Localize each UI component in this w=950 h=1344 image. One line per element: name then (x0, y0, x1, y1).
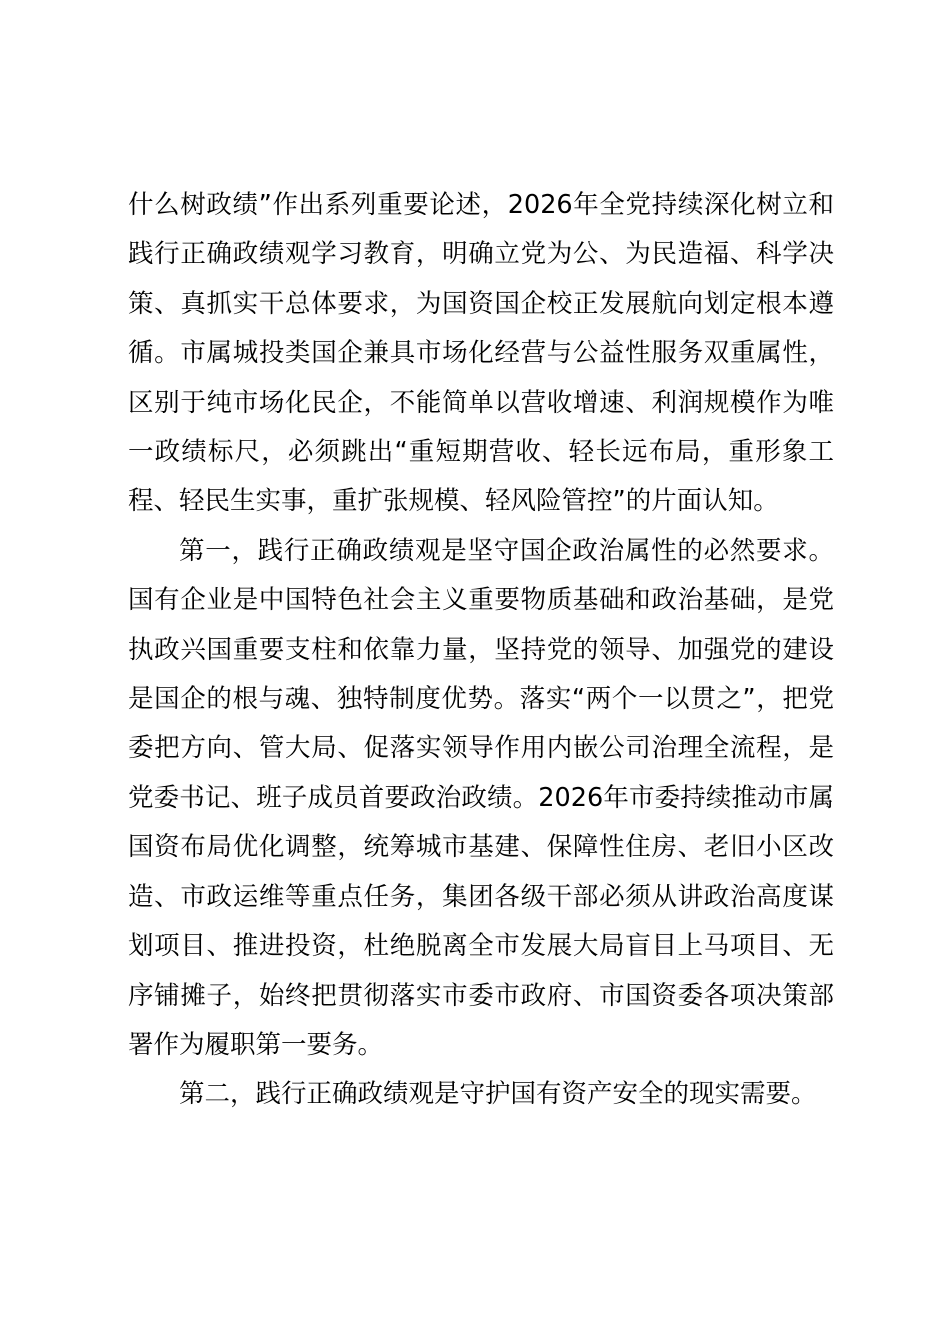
paragraph-intro-continued: 什么树政绩”作出系列重要论述，2026年全党持续深化树立和践行正确政绩观学习教育，明确立党为公、为民造福、科学决策、真抓实干总体要求，为国资国企校正发展航向划定根本遵循。市属城投类国企兼具市场化经营与公益性服务双重属性，区别于纯市场化民企，不能简单以营收增速、利润规模作为唯一政绩标尺，必须跳出“重短期营收、轻长远布局，重形象工程、轻民生实事，重扩张规模、轻风险管控”的片面认知。 (128, 190, 834, 517)
paragraph-point-two: 第二，践行正确政绩观是守护国有资产安全的现实需要。 (179, 1079, 817, 1110)
paragraph-point-one: 第一，践行正确政绩观是坚守国企政治属性的必然要求。国有企业是中国特色社会主义重要物质基础和政治基础，是党执政兴国重要支柱和依靠力量，坚持党的领导、加强党的建设是国企的根与魂、独特制度优势。落实“两个一以贯之”，把党委把方向、管大局、促落实领导作用内嵌公司治理全流程，是党委书记、班子成员首要政治政绩。2026年市委持续推动市属国资布局优化调整，统筹城市基建、保障性住房、老旧小区改造、市政运维等重点任务，集团各级干部必须从讲政治高度谋划项目、推进投资，杜绝脱离全市发展大局盲目上马项目、无序铺摊子，始终把贯彻落实市委市政府、市国资委各项决策部署作为履职第一要务。 (128, 535, 834, 1060)
document-body (128, 181, 834, 1120)
